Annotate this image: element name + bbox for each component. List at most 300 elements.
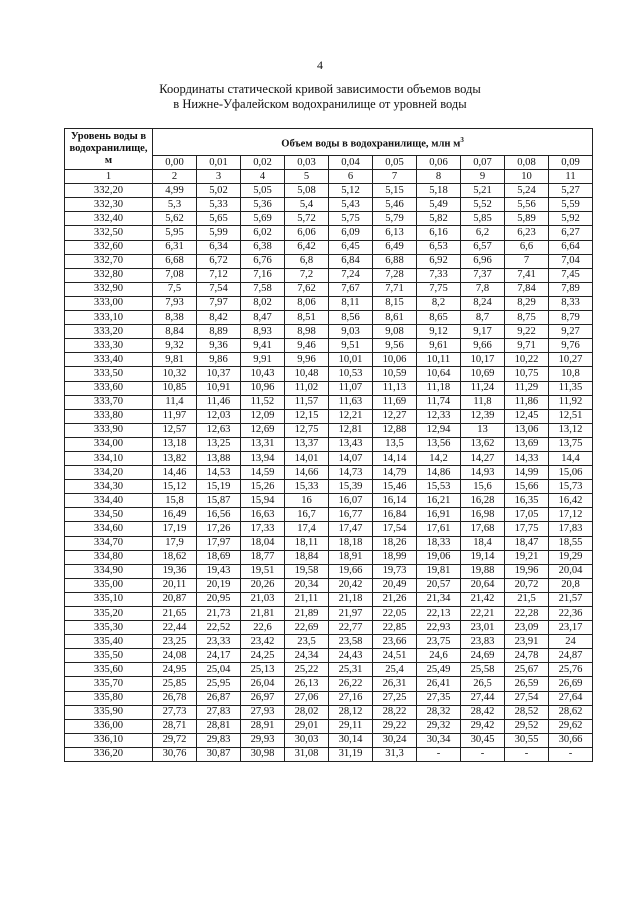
- volume-cell: 30,55: [505, 733, 549, 747]
- volume-cell: 6,2: [461, 226, 505, 240]
- volume-cell: 14,53: [197, 466, 241, 480]
- table-row: [65, 677, 593, 691]
- volume-cell: 6,42: [285, 240, 329, 254]
- volume-cell: 8,84: [153, 325, 197, 339]
- volume-cell: 12,81: [329, 423, 373, 437]
- volume-cell: 19,96: [505, 564, 549, 578]
- volume-cell: 16,07: [329, 494, 373, 508]
- volume-cell: 14,59: [241, 466, 285, 480]
- level-cell: 332,50: [65, 226, 153, 240]
- level-cell: 336,00: [65, 719, 153, 733]
- volume-cell: 8,15: [373, 296, 417, 310]
- volume-cell: 8,11: [329, 296, 373, 310]
- level-cell: 334,90: [65, 564, 153, 578]
- volume-cell: 20,95: [197, 592, 241, 606]
- volume-cell: 22,85: [373, 621, 417, 635]
- page-number: 4: [317, 58, 323, 72]
- volume-cell: 21,73: [197, 607, 241, 621]
- table-row: [65, 494, 593, 508]
- volume-cell: 27,44: [461, 691, 505, 705]
- table-row: [65, 705, 593, 719]
- volume-cell: 18,04: [241, 536, 285, 550]
- volume-cell: 16,49: [153, 508, 197, 522]
- volume-cell: 12,94: [417, 423, 461, 437]
- volume-cell: 14,46: [153, 466, 197, 480]
- volume-cell: 30,03: [285, 733, 329, 747]
- volume-cell: 6,8: [285, 254, 329, 268]
- column-header: 0,04: [329, 156, 373, 170]
- volume-cell: 7,24: [329, 268, 373, 282]
- volume-cell: 7,12: [197, 268, 241, 282]
- volume-cell: 5,21: [461, 184, 505, 198]
- volume-cell: 12,69: [241, 423, 285, 437]
- volume-cell: 20,19: [197, 578, 241, 592]
- volume-cell: 19,29: [549, 550, 593, 564]
- volume-cell: 20,57: [417, 578, 461, 592]
- volume-cell: 11,18: [417, 381, 461, 395]
- volume-cell: 11,02: [285, 381, 329, 395]
- table-row: [65, 409, 593, 423]
- volume-cell: 8,89: [197, 325, 241, 339]
- level-cell: 333,50: [65, 367, 153, 381]
- volume-cell: 17,26: [197, 522, 241, 536]
- volume-cell: 5,59: [549, 198, 593, 212]
- volume-cell: 23,09: [505, 621, 549, 635]
- volume-cell: 27,93: [241, 705, 285, 719]
- volume-cell: 24,43: [329, 649, 373, 663]
- volume-cell: 9,36: [197, 339, 241, 353]
- level-cell: 335,10: [65, 592, 153, 606]
- table-row: [65, 522, 593, 536]
- volume-cell: 13,56: [417, 437, 461, 451]
- volume-cell: 21,65: [153, 607, 197, 621]
- level-cell: 333,80: [65, 409, 153, 423]
- column-header: 0,01: [197, 156, 241, 170]
- table-row: [65, 550, 593, 564]
- volume-cell: 23,01: [461, 621, 505, 635]
- volume-cell: 23,42: [241, 635, 285, 649]
- volume-cell: 28,02: [285, 705, 329, 719]
- volume-cell: 18,11: [285, 536, 329, 550]
- volume-cell: 7,54: [197, 282, 241, 296]
- volume-cell: 13,69: [505, 437, 549, 451]
- volume-cell: 7,16: [241, 268, 285, 282]
- volume-cell: 23,5: [285, 635, 329, 649]
- volume-cell: 27,64: [549, 691, 593, 705]
- volume-cell: 12,88: [373, 423, 417, 437]
- volume-cell: 7,93: [153, 296, 197, 310]
- volume-cell: 14,2: [417, 451, 461, 465]
- volume-cell: 10,75: [505, 367, 549, 381]
- volume-cell: 7,37: [461, 268, 505, 282]
- volume-cell: 12,63: [197, 423, 241, 437]
- volume-cell: 14,27: [461, 451, 505, 465]
- volume-cell: 26,31: [373, 677, 417, 691]
- volume-cell: 26,41: [417, 677, 461, 691]
- volume-cell: 13,88: [197, 451, 241, 465]
- page-title: [60, 82, 580, 112]
- volume-cell: 5,52: [461, 198, 505, 212]
- volume-cell: 8,56: [329, 311, 373, 325]
- volume-cell: 9,81: [153, 353, 197, 367]
- volume-cell: 11,97: [153, 409, 197, 423]
- volume-cell: 5,56: [505, 198, 549, 212]
- level-cell: 333,30: [65, 339, 153, 353]
- table-row: [65, 212, 593, 226]
- volume-cell: 15,94: [241, 494, 285, 508]
- table-row: [65, 691, 593, 705]
- volume-cell: 14,73: [329, 466, 373, 480]
- volume-cell: 7,41: [505, 268, 549, 282]
- volume-cell: 10,06: [373, 353, 417, 367]
- volume-cell: 12,57: [153, 423, 197, 437]
- volume-cell: 31,19: [329, 747, 373, 761]
- volume-cell: 5,08: [285, 184, 329, 198]
- volume-cell: 13,31: [241, 437, 285, 451]
- table-row: [65, 423, 593, 437]
- level-cell: 334,30: [65, 480, 153, 494]
- volume-cell: 18,55: [549, 536, 593, 550]
- volume-cell: 13,25: [197, 437, 241, 451]
- volume-cell: -: [549, 747, 593, 761]
- volume-cell: 18,4: [461, 536, 505, 550]
- level-cell: 332,30: [65, 198, 153, 212]
- volume-cell: 5,49: [417, 198, 461, 212]
- volume-cell: 27,83: [197, 705, 241, 719]
- volume-cell: 5,36: [241, 198, 285, 212]
- volume-cell: 21,5: [505, 592, 549, 606]
- volume-cell: 7,75: [417, 282, 461, 296]
- volume-cell: 26,97: [241, 691, 285, 705]
- volume-cell: 13,37: [285, 437, 329, 451]
- volume-cell: 10,37: [197, 367, 241, 381]
- volume-cell: 8,93: [241, 325, 285, 339]
- volume-cell: 9,71: [505, 339, 549, 353]
- volume-cell: 7: [505, 254, 549, 268]
- level-cell: 335,30: [65, 621, 153, 635]
- level-cell: 334,40: [65, 494, 153, 508]
- volume-cell: 5,18: [417, 184, 461, 198]
- volume-cell: 8,51: [285, 311, 329, 325]
- volume-cell: 22,36: [549, 607, 593, 621]
- volume-cell: 24,25: [241, 649, 285, 663]
- volume-cell: 19,21: [505, 550, 549, 564]
- volume-cell: 5,95: [153, 226, 197, 240]
- volume-cell: 20,49: [373, 578, 417, 592]
- volume-cell: 24,78: [505, 649, 549, 663]
- table-row: [65, 296, 593, 310]
- volume-cell: 14,99: [505, 466, 549, 480]
- volume-cell: 12,51: [549, 409, 593, 423]
- volume-cell: 11,4: [153, 395, 197, 409]
- volume-cell: 9,08: [373, 325, 417, 339]
- volume-cell: 20,11: [153, 578, 197, 592]
- level-cell: 333,00: [65, 296, 153, 310]
- volume-cell: 12,45: [505, 409, 549, 423]
- volume-cell: 22,13: [417, 607, 461, 621]
- volume-cell: 14,33: [505, 451, 549, 465]
- volume-cell: 15,6: [461, 480, 505, 494]
- volume-cell: 10,27: [549, 353, 593, 367]
- volume-cell: 24,6: [417, 649, 461, 663]
- level-cell: 336,20: [65, 747, 153, 761]
- volume-cell: 7,67: [329, 282, 373, 296]
- volume-cell: 26,59: [505, 677, 549, 691]
- volume-cell: 7,33: [417, 268, 461, 282]
- volume-cell: 17,33: [241, 522, 285, 536]
- volume-cell: 8,29: [505, 296, 549, 310]
- volume-cell: 7,28: [373, 268, 417, 282]
- volume-cell: 14,01: [285, 451, 329, 465]
- volume-cell: 10,85: [153, 381, 197, 395]
- volume-cell: 10,01: [329, 353, 373, 367]
- volume-cell: 5,62: [153, 212, 197, 226]
- level-cell: 334,60: [65, 522, 153, 536]
- volume-cell: 13,12: [549, 423, 593, 437]
- volume-cell: 22,93: [417, 621, 461, 635]
- volume-cell: 15,33: [285, 480, 329, 494]
- level-cell: 335,00: [65, 578, 153, 592]
- volume-cell: 27,06: [285, 691, 329, 705]
- volume-cell: 8,06: [285, 296, 329, 310]
- volume-cell: 14,4: [549, 451, 593, 465]
- volume-cell: 16,98: [461, 508, 505, 522]
- volume-cell: 11,69: [373, 395, 417, 409]
- volume-cell: 15,53: [417, 480, 461, 494]
- volume-cell: 5,99: [197, 226, 241, 240]
- volume-cell: 7,2: [285, 268, 329, 282]
- volume-cell: 17,75: [505, 522, 549, 536]
- volume-cell: 16,35: [505, 494, 549, 508]
- volume-cell: 13,62: [461, 437, 505, 451]
- volume-cell: 16,28: [461, 494, 505, 508]
- volume-cell: 27,73: [153, 705, 197, 719]
- volume-cell: 6,49: [373, 240, 417, 254]
- volume-cell: 13,75: [549, 437, 593, 451]
- volume-cell: 17,68: [461, 522, 505, 536]
- table-row: [65, 325, 593, 339]
- table-row: [65, 254, 593, 268]
- volume-cell: 14,79: [373, 466, 417, 480]
- level-cell: 332,60: [65, 240, 153, 254]
- volume-cell: 31,3: [373, 747, 417, 761]
- level-cell: 332,40: [65, 212, 153, 226]
- volume-cell: 5,33: [197, 198, 241, 212]
- volume-cell: 18,84: [285, 550, 329, 564]
- volume-cell: 11,46: [197, 395, 241, 409]
- volume-cell: 5,27: [549, 184, 593, 198]
- volume-cell: 13,43: [329, 437, 373, 451]
- level-cell: 334,00: [65, 437, 153, 451]
- volume-cell: 10,17: [461, 353, 505, 367]
- volume-cell: 9,46: [285, 339, 329, 353]
- volume-cell: 9,17: [461, 325, 505, 339]
- level-cell: 335,50: [65, 649, 153, 663]
- volume-cell: 8,24: [461, 296, 505, 310]
- level-cell: 335,40: [65, 635, 153, 649]
- volume-cell: 5,46: [373, 198, 417, 212]
- volume-cell: 25,67: [505, 663, 549, 677]
- volume-cell: 9,91: [241, 353, 285, 367]
- level-cell: 333,90: [65, 423, 153, 437]
- volume-cell: 17,97: [197, 536, 241, 550]
- level-cell: 333,60: [65, 381, 153, 395]
- volume-cell: 16,84: [373, 508, 417, 522]
- volume-cell: 7,58: [241, 282, 285, 296]
- volume-cell: 6,76: [241, 254, 285, 268]
- volume-cell: 12,75: [285, 423, 329, 437]
- level-cell: 334,50: [65, 508, 153, 522]
- volume-cell: 5,24: [505, 184, 549, 198]
- volume-cell: 17,83: [549, 522, 593, 536]
- volume-cell: 13,5: [373, 437, 417, 451]
- volume-cell: 10,59: [373, 367, 417, 381]
- volume-cell: 11,74: [417, 395, 461, 409]
- volume-cell: 5,82: [417, 212, 461, 226]
- volume-cell: 17,54: [373, 522, 417, 536]
- table-row: [65, 198, 593, 212]
- volume-cell: -: [461, 747, 505, 761]
- volume-cell: 15,66: [505, 480, 549, 494]
- volume-cell: 20,34: [285, 578, 329, 592]
- volume-cell: 23,83: [461, 635, 505, 649]
- level-cell: 336,10: [65, 733, 153, 747]
- volume-cell: 19,06: [417, 550, 461, 564]
- volume-cell: 29,83: [197, 733, 241, 747]
- volume-cell: 21,97: [329, 607, 373, 621]
- volume-cell: 22,21: [461, 607, 505, 621]
- volume-cell: 9,96: [285, 353, 329, 367]
- volume-cell: 28,91: [241, 719, 285, 733]
- volume-cell: 9,76: [549, 339, 593, 353]
- volume-cell: 25,76: [549, 663, 593, 677]
- volume-cell: 24,51: [373, 649, 417, 663]
- volume-cell: 8,65: [417, 311, 461, 325]
- volume-cell: 5,65: [197, 212, 241, 226]
- column-header: 0,09: [549, 156, 593, 170]
- volume-cell: 9,41: [241, 339, 285, 353]
- level-cell: 335,70: [65, 677, 153, 691]
- level-cell: 332,70: [65, 254, 153, 268]
- column-number: 7: [373, 170, 417, 184]
- volume-cell: 23,66: [373, 635, 417, 649]
- table-row: [65, 649, 593, 663]
- volume-cell: 15,19: [197, 480, 241, 494]
- volume-cell: 18,69: [197, 550, 241, 564]
- volume-cell: 14,14: [373, 451, 417, 465]
- volume-cell: 7,5: [153, 282, 197, 296]
- volume-cell: 11,35: [549, 381, 593, 395]
- volume-cell: 22,05: [373, 607, 417, 621]
- volume-cell: 29,42: [461, 719, 505, 733]
- table-row: [65, 466, 593, 480]
- volume-cell: 15,26: [241, 480, 285, 494]
- volume-cell: 16,21: [417, 494, 461, 508]
- table-row: [65, 480, 593, 494]
- volume-cell: 28,32: [417, 705, 461, 719]
- volume-cell: 25,49: [417, 663, 461, 677]
- volume-cell: 5,05: [241, 184, 285, 198]
- volume-header-sup: 3: [460, 135, 464, 144]
- table-row: [65, 663, 593, 677]
- volume-cell: 15,12: [153, 480, 197, 494]
- volume-cell: 17,9: [153, 536, 197, 550]
- table-row: [65, 451, 593, 465]
- volume-cell: 12,03: [197, 409, 241, 423]
- volume-cell: 19,58: [285, 564, 329, 578]
- volume-cell: 24,95: [153, 663, 197, 677]
- volume-cell: 24,34: [285, 649, 329, 663]
- volume-cell: 31,08: [285, 747, 329, 761]
- table-body: [65, 184, 593, 762]
- volume-cell: 9,56: [373, 339, 417, 353]
- column-header: 0,05: [373, 156, 417, 170]
- volume-cell: 25,85: [153, 677, 197, 691]
- volume-cell: 15,39: [329, 480, 373, 494]
- volume-cell: 6,68: [153, 254, 197, 268]
- volume-cell: 6,34: [197, 240, 241, 254]
- volume-cell: 8,02: [241, 296, 285, 310]
- volume-cell: 8,47: [241, 311, 285, 325]
- volume-cell: 20,87: [153, 592, 197, 606]
- volume-cell: 5,15: [373, 184, 417, 198]
- volume-cell: 21,42: [461, 592, 505, 606]
- volume-cell: 7,08: [153, 268, 197, 282]
- volume-cell: 11,8: [461, 395, 505, 409]
- volume-cell: 6,88: [373, 254, 417, 268]
- table-row: [65, 240, 593, 254]
- level-cell: 332,20: [65, 184, 153, 198]
- level-cell: 333,70: [65, 395, 153, 409]
- volume-cell: 8,7: [461, 311, 505, 325]
- volume-cell: 21,26: [373, 592, 417, 606]
- volume-cell: 21,89: [285, 607, 329, 621]
- volume-cell: 17,47: [329, 522, 373, 536]
- table-row: [65, 311, 593, 325]
- volume-cell: 25,4: [373, 663, 417, 677]
- level-cell: 335,90: [65, 705, 153, 719]
- volume-cell: 28,52: [505, 705, 549, 719]
- column-number: 8: [417, 170, 461, 184]
- volume-cell: 24,87: [549, 649, 593, 663]
- volume-cell: 11,63: [329, 395, 373, 409]
- volume-cell: 6,64: [549, 240, 593, 254]
- volume-cell: 9,03: [329, 325, 373, 339]
- volume-cell: 10,8: [549, 367, 593, 381]
- table-row: [65, 621, 593, 635]
- table-row: [65, 339, 593, 353]
- column-header: 0,06: [417, 156, 461, 170]
- column-header: 0,03: [285, 156, 329, 170]
- header-row-1: [65, 129, 593, 156]
- table-row: [65, 184, 593, 198]
- volume-cell: 7,89: [549, 282, 593, 296]
- volume-cell: 10,11: [417, 353, 461, 367]
- volume-cell: 20,72: [505, 578, 549, 592]
- volume-cell: 12,09: [241, 409, 285, 423]
- volume-cell: 23,33: [197, 635, 241, 649]
- table-row: [65, 564, 593, 578]
- volume-cell: 22,52: [197, 621, 241, 635]
- volume-cell: 7,71: [373, 282, 417, 296]
- volume-cell: 13,94: [241, 451, 285, 465]
- volume-cell: 11,52: [241, 395, 285, 409]
- column-number: 4: [241, 170, 285, 184]
- volume-cell: 10,48: [285, 367, 329, 381]
- volume-cell: 21,11: [285, 592, 329, 606]
- level-cell: 335,20: [65, 607, 153, 621]
- volume-cell: 10,22: [505, 353, 549, 367]
